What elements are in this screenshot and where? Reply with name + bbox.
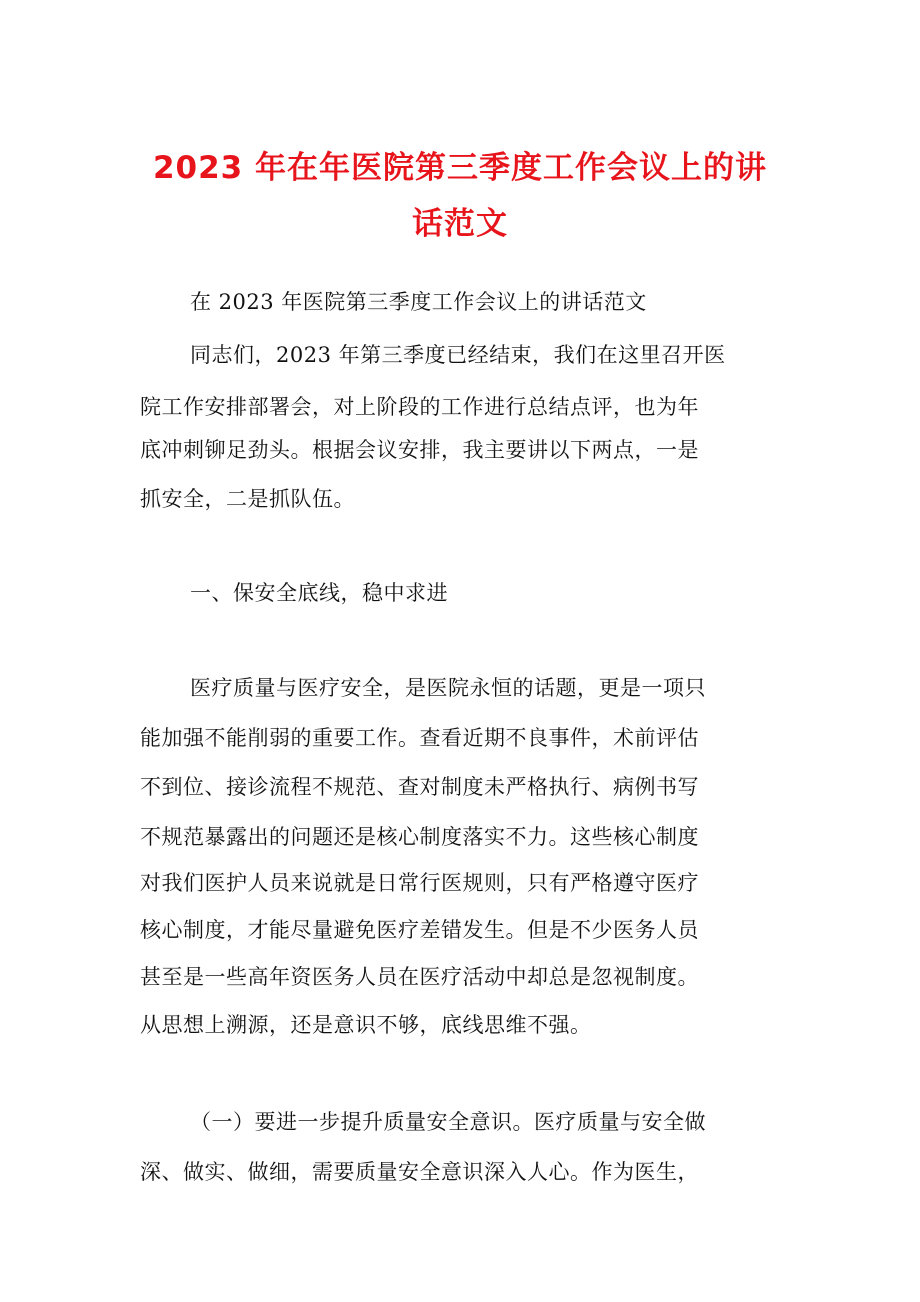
paragraph-1-line-3: 底冲刺铆足劲头。根据会议安排，我主要讲以下两点，一是 <box>140 438 699 462</box>
document-title-line-1: 2023 年在年医院第三季度工作会议上的讲 <box>152 150 768 186</box>
paragraph-3-line-1: （一）要进一步提升质量安全意识。医疗质量与安全做 <box>190 1110 706 1134</box>
subtitle-line: 在 2023 年医院第三季度工作会议上的讲话范文 <box>190 290 647 314</box>
document-title-line-2: 话范文 <box>412 206 508 242</box>
paragraph-2-line-4: 不规范暴露出的问题还是核心制度落实不力。这些核心制度 <box>140 825 699 849</box>
paragraph-1-line-2: 院工作安排部署会，对上阶段的工作进行总结点评，也为年 <box>140 395 699 419</box>
paragraph-1-line-4: 抓安全，二是抓队伍。 <box>140 487 355 511</box>
paragraph-2-line-1: 医疗质量与医疗安全，是医院永恒的话题，更是一项只 <box>190 676 706 700</box>
paragraph-2-line-2: 能加强不能削弱的重要工作。查看近期不良事件，术前评估 <box>140 726 699 750</box>
section-heading-1: 一、保安全底线，稳中求进 <box>190 581 448 605</box>
paragraph-2-line-7: 甚至是一些高年资医务人员在医疗活动中却总是忽视制度。 <box>140 965 699 989</box>
paragraph-2-line-8: 从思想上溯源，还是意识不够，底线思维不强。 <box>140 1013 592 1037</box>
paragraph-2-line-6: 核心制度，才能尽量避免医疗差错发生。但是不少医务人员 <box>140 918 699 942</box>
paragraph-2-line-3: 不到位、接诊流程不规范、查对制度未严格执行、病例书写 <box>140 775 699 799</box>
paragraph-1-line-1: 同志们，2023 年第三季度已经结束，我们在这里召开医 <box>190 343 726 367</box>
paragraph-2-line-5: 对我们医护人员来说就是日常行医规则，只有严格遵守医疗 <box>140 871 699 895</box>
paragraph-3-line-2: 深、做实、做细，需要质量安全意识深入人心。作为医生， <box>140 1160 699 1184</box>
